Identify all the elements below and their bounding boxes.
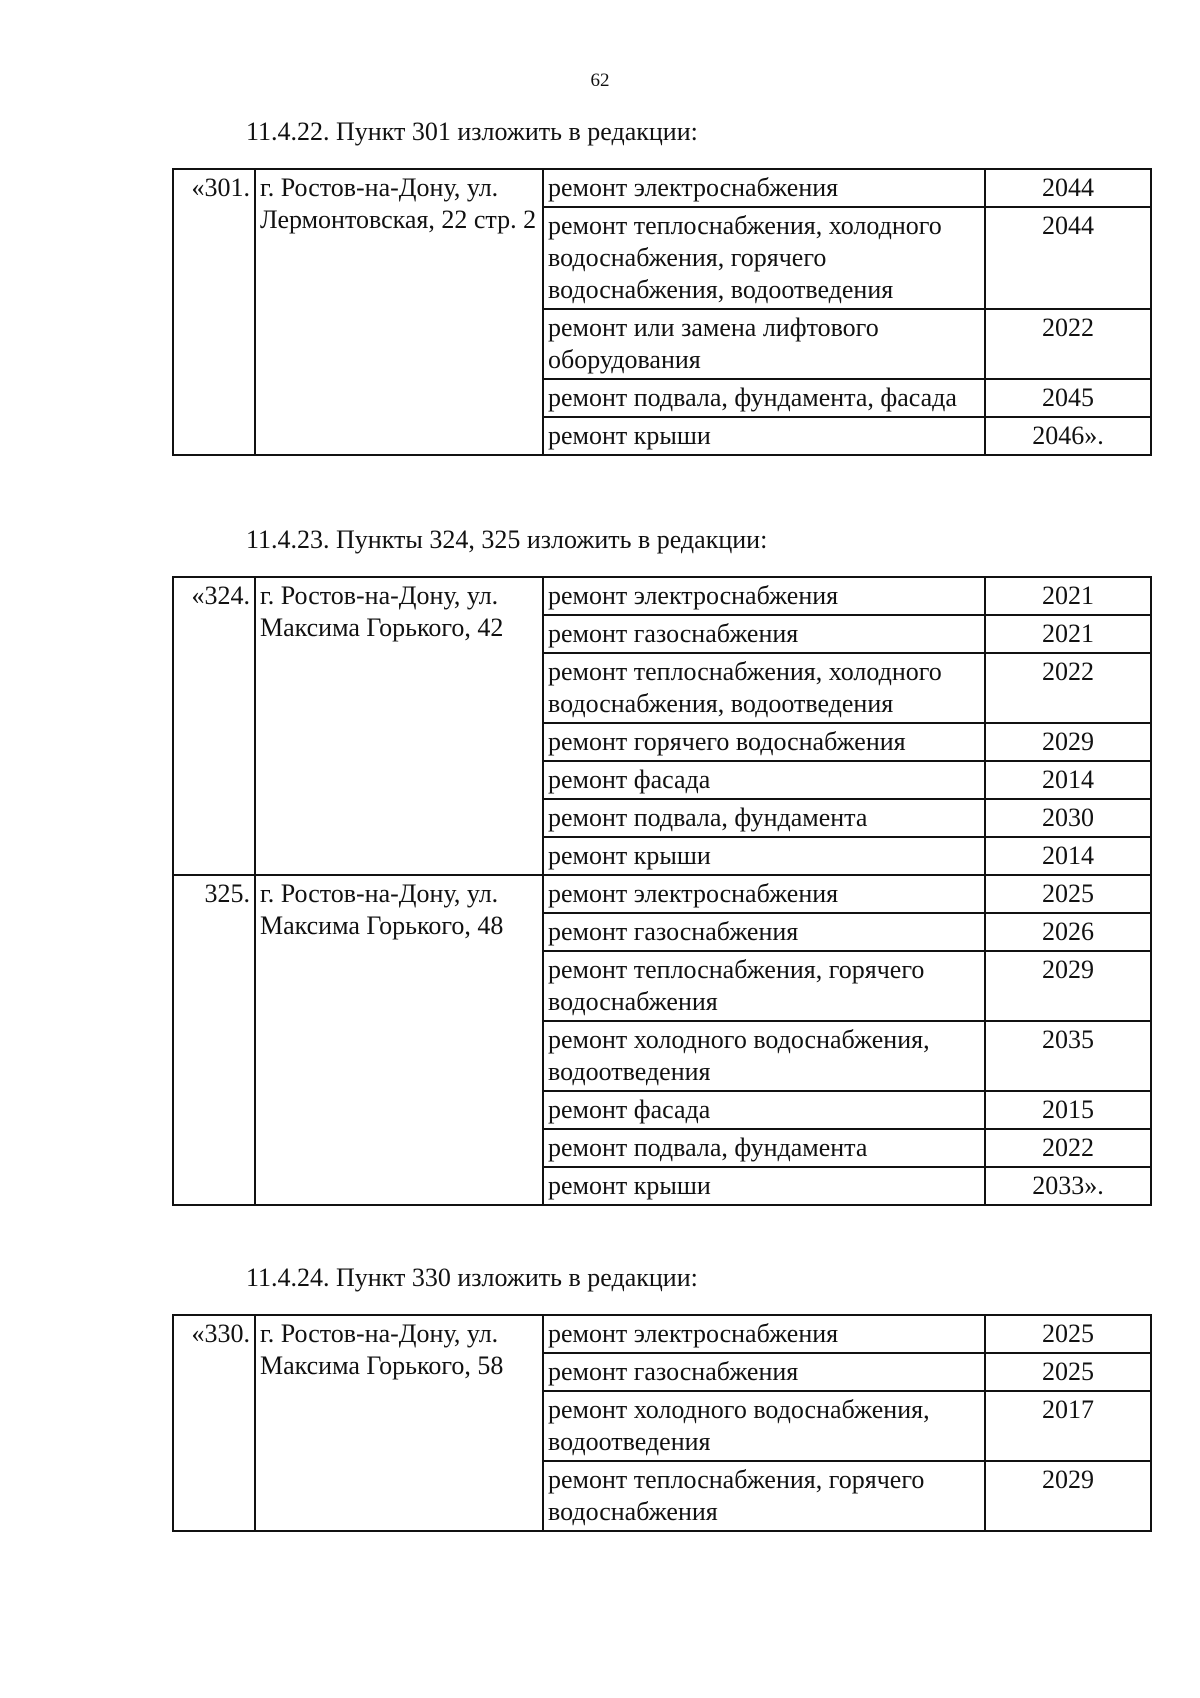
work-year: 2022 xyxy=(985,1129,1151,1167)
work-year: 2022 xyxy=(985,653,1151,723)
amendment-table xyxy=(172,1314,1152,1532)
work-type: ремонт фасада xyxy=(543,1091,985,1129)
section-heading: 11.4.24. Пункт 330 изложить в редакции: xyxy=(246,1263,698,1292)
item-number: «301. xyxy=(173,169,255,455)
work-year: 2029 xyxy=(985,723,1151,761)
work-type: ремонт фасада xyxy=(543,761,985,799)
table-row xyxy=(173,1315,1151,1353)
work-year: 2021 xyxy=(985,615,1151,653)
work-year: 2014 xyxy=(985,761,1151,799)
work-type: ремонт горячего водоснабжения xyxy=(543,723,985,761)
item-number: 325. xyxy=(173,875,255,1205)
page-number: 62 xyxy=(590,70,610,91)
work-year: 2044 xyxy=(985,169,1151,207)
work-type: ремонт газоснабжения xyxy=(543,615,985,653)
work-year: 2044 xyxy=(985,207,1151,309)
work-year: 2022 xyxy=(985,309,1151,379)
work-year: 2046». xyxy=(985,417,1151,455)
table-row xyxy=(173,875,1151,913)
section-heading: 11.4.22. Пункт 301 изложить в редакции: xyxy=(246,117,698,146)
work-year: 2015 xyxy=(985,1091,1151,1129)
work-type: ремонт теплоснабжения, горячего водоснабжения xyxy=(543,1461,985,1531)
work-type: ремонт теплоснабжения, горячего водоснабжения xyxy=(543,951,985,1021)
work-type: ремонт холодного водоснабжения, водоотведения xyxy=(543,1021,985,1091)
work-year: 2025 xyxy=(985,1315,1151,1353)
work-year: 2025 xyxy=(985,875,1151,913)
item-address: г. Ростов-на-Дону, ул. Максима Горького, 58 xyxy=(255,1315,543,1531)
work-type: ремонт электроснабжения xyxy=(543,169,985,207)
work-year: 2021 xyxy=(985,577,1151,615)
item-address: г. Ростов-на-Дону, ул. Максима Горького, 42 xyxy=(255,577,543,875)
work-type: ремонт газоснабжения xyxy=(543,1353,985,1391)
work-type: ремонт подвала, фундамента xyxy=(543,799,985,837)
work-year: 2017 xyxy=(985,1391,1151,1461)
work-year: 2014 xyxy=(985,837,1151,875)
work-type: ремонт электроснабжения xyxy=(543,577,985,615)
work-year: 2035 xyxy=(985,1021,1151,1091)
work-type: ремонт теплоснабжения, холодного водоснабжения, горячего водоснабжения, водоотведения xyxy=(543,207,985,309)
amendment-table xyxy=(172,576,1152,1206)
work-type: ремонт электроснабжения xyxy=(543,1315,985,1353)
item-number: «330. xyxy=(173,1315,255,1531)
item-address: г. Ростов-на-Дону, ул. Максима Горького, 48 xyxy=(255,875,543,1205)
work-type: ремонт крыши xyxy=(543,837,985,875)
item-number: «324. xyxy=(173,577,255,875)
work-year: 2029 xyxy=(985,951,1151,1021)
work-year: 2025 xyxy=(985,1353,1151,1391)
work-year: 2045 xyxy=(985,379,1151,417)
table-row xyxy=(173,577,1151,615)
work-type: ремонт крыши xyxy=(543,417,985,455)
work-type: ремонт электроснабжения xyxy=(543,875,985,913)
work-type: ремонт холодного водоснабжения, водоотведения xyxy=(543,1391,985,1461)
work-type: ремонт теплоснабжения, холодного водоснабжения, водоотведения xyxy=(543,653,985,723)
work-type: ремонт газоснабжения xyxy=(543,913,985,951)
work-type: ремонт подвала, фундамента, фасада xyxy=(543,379,985,417)
work-type: ремонт крыши xyxy=(543,1167,985,1205)
item-address: г. Ростов-на-Дону, ул. Лермонтовская, 22 стр. 2 xyxy=(255,169,543,455)
work-year: 2026 xyxy=(985,913,1151,951)
table-row xyxy=(173,169,1151,207)
work-type: ремонт подвала, фундамента xyxy=(543,1129,985,1167)
work-year: 2030 xyxy=(985,799,1151,837)
work-type: ремонт или замена лифтового оборудования xyxy=(543,309,985,379)
work-year: 2029 xyxy=(985,1461,1151,1531)
section-heading: 11.4.23. Пункты 324, 325 изложить в редакции: xyxy=(246,525,768,554)
amendment-table xyxy=(172,168,1152,456)
work-year: 2033». xyxy=(985,1167,1151,1205)
